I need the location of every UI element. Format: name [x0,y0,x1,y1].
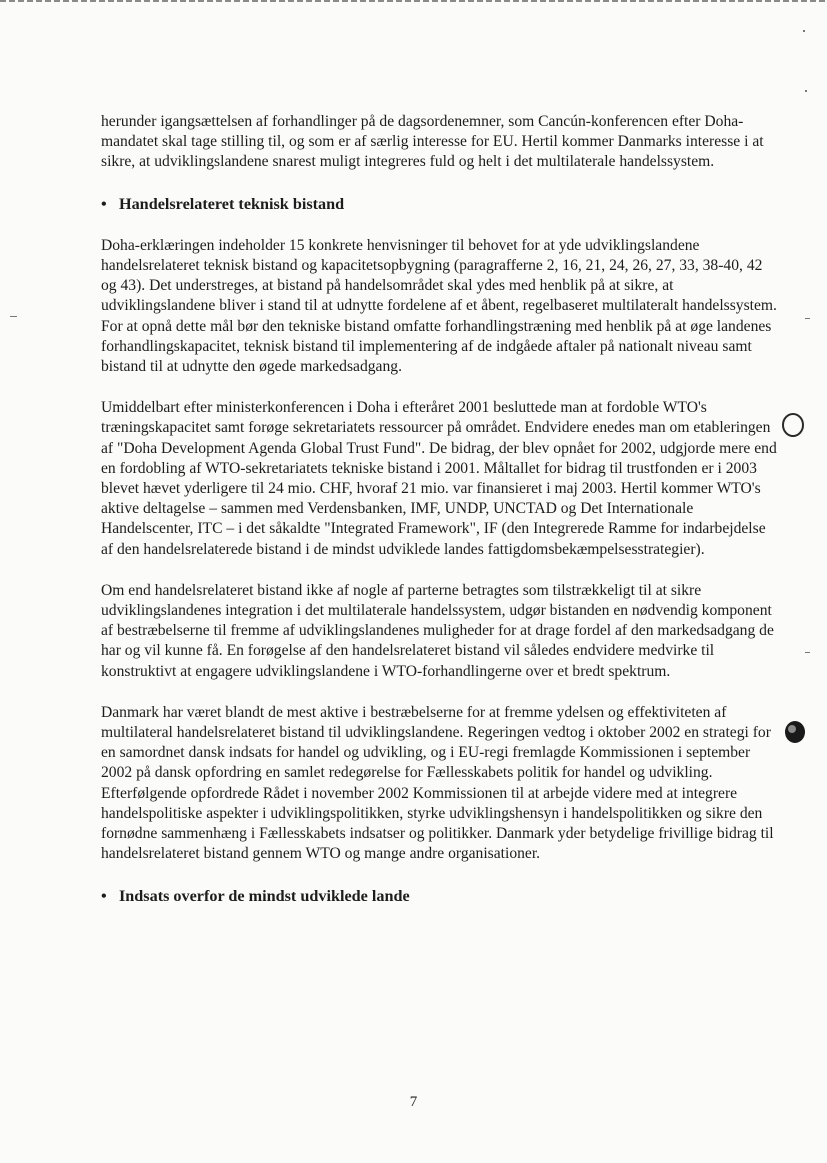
scan-speck [803,30,805,32]
section-heading-least-developed [101,886,777,906]
paragraph-wto-capacity: Umiddelbart efter ministerkonferencen i Doha i efteråret 2001 besluttede man at fordoble WTO's træningskapacitet samt forøge sekretariatets ressourcer på området. Endvidere enedes man om etableringen af "Doha Development Agenda Global Trust Fund". De bidrag, der blev opnået for 2002, udgjorde mere end en fordobling af WTO-sekretariatets tekniske bistand i 2001. Måltallet for bidrag til trustfonden er i 2003 blevet hævet yderligere til 24 mio. CHF, hvoraf 21 mio. var finansieret i maj 2003. Hertil kommer WTO's aktive deltagelse – sammen med Verdensbanken, IMF, UNDP, UNCTAD og Det Internationale Handelscenter, ITC – i det såkaldte "Integrated Framework", IF (den Integrerede Ramme for indarbejdelse af den handelsrelaterede bistand i de mindst udviklede landes fattigdomsbekæmpelsesstrategier). [101,399,777,558]
scan-speck [805,318,810,319]
section-heading-technical-assistance [101,194,777,214]
page-number: 7 [409,1094,418,1110]
paragraph-denmark-role: Danmark har været blandt de mest aktive i bestræbelserne for at fremme ydelsen og effektiviteten af multilateral handelsrelateret bistand til udviklingslandene. Regeringen vedtog i oktober 2002 en strategi for en samordnet dansk indsats for handel og udvikling, og i EU-regi fremlagde Kommissionen i september 2002 på dansk opfordring en samlet redegørelse for Fællesskabets politik for handel og udvikling. Efterfølgende opfordrede Rådet i november 2002 Kommissionen til at arbejde videre med at integrere handelspolitiske aspekter i udviklingspolitikken, styrke udviklingshensyn i handelspolitikken og sikre den fornødne sammenhæng i Fællesskabets indsatser og politikker. Danmark yder betydelige frivillige bidrag til handelsrelateret bistand gennem WTO og mange andre organisationer. [101,703,774,863]
scan-speck [805,90,807,92]
punch-hole-icon [782,718,808,746]
scan-speck [805,652,810,653]
heading-text: Handelsrelateret teknisk bistand [119,194,345,213]
scan-speck [10,316,17,317]
paragraph-trade-assistance: Om end handelsrelateret bistand ikke af nogle af parterne betragtes som tilstrækkeligt til at sikre udviklingslandenes integration i det multilaterale handelssystem, udgør bistanden en nødvendig komponent af bestræbelserne til fremme af udviklingslandenes muligheder for at drage fordel af den markedsadgang de har og vil kunne få. En forøgelse af den handelsrelateret bistand vil således endvidere medvirke til konstruktivt at engagere udviklingslandene i WTO-forhandlingerne over et bredt spektrum. [101,581,774,680]
scan-border-line [0,0,827,2]
paragraph-doha-declaration: Doha-erklæringen indeholder 15 konkrete henvisninger til behovet for at yde udviklingslandene handelsrelateret teknisk bistand og kapacitetsopbygning (paragrafferne 2, 16, 21, 24, 26, 27, 33, 38-40, 42 og 43). Det understreges, at bistand på handelsområdet skal ydes med henblik på at sikre, at udviklingslandene bliver i stand til at udnytte fordelene af et åbent, regelbaseret multilateralt handelssystem. For at opnå dette mål bør den tekniske bistand omfatte forhandlingstræning med henblik på at øge landenes forhandlingskapacitet, teknisk bistand til implementering af de indgåede aftaler på nationalt niveau samt bistand til at udnytte den øgede markedsadgang. [101,236,777,376]
punch-hole-icon [779,410,807,440]
heading-text: Indsats overfor de mindst udviklede lande [119,886,410,905]
document-body [101,112,777,928]
paragraph-intro: herunder igangsættelsen af forhandlinger på de dagsordenemner, som Cancún-konferencen efter Doha-mandatet skal tage stilling til, og som er af særlig interesse for EU. Hertil kommer Danmarks interesse i at sikre, at udviklingslandene snarest muligt integreres fuld og helt i det multilaterale handelssystem. [101,113,764,171]
bullet-icon: • [101,194,107,213]
bullet-icon: • [101,886,107,905]
